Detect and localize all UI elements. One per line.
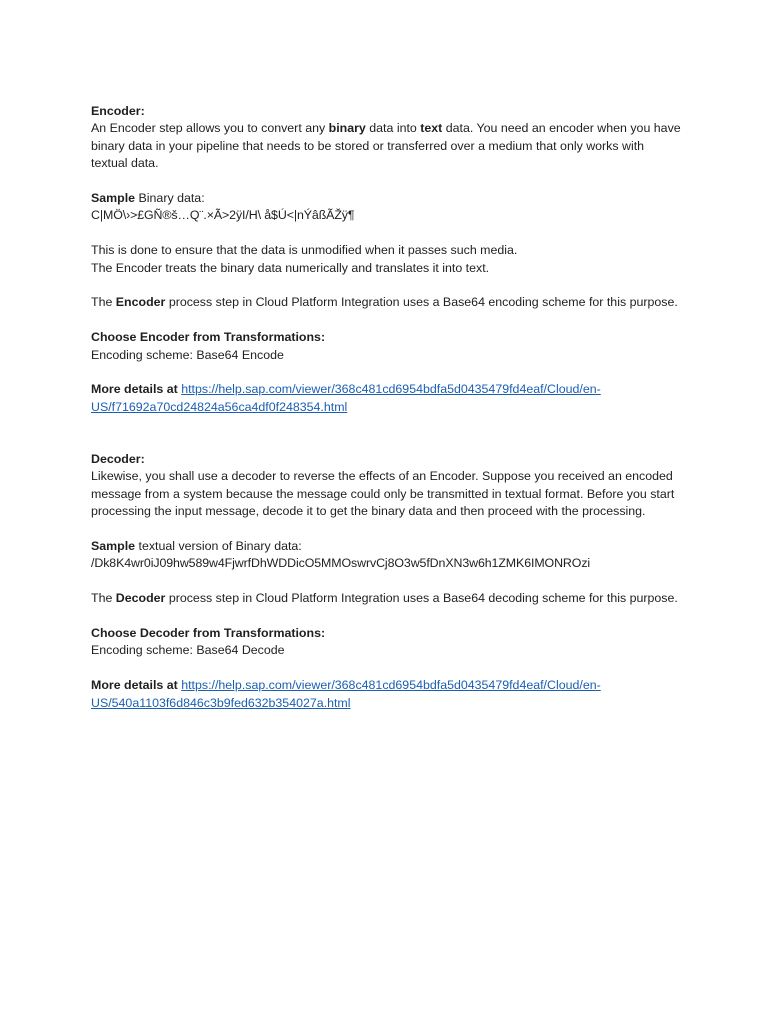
encoder-intro-text: text	[420, 121, 443, 136]
encoder-sample-label-bold: Sample	[91, 191, 136, 206]
decoder-process	[91, 590, 681, 607]
encoder-details-link[interactable]: https://help.sap.com/viewer/368c481cd6954bdfa5d0435479fd4eaf/Cloud/en-US/f71692a70cd24824a56ca4df0f248354.html	[91, 382, 601, 414]
encoder-process-text-1: The	[91, 295, 116, 310]
decoder-heading: Decoder:	[91, 452, 145, 467]
encoder-choose-label: Choose Encoder from Transformations:	[91, 330, 326, 345]
document-body	[91, 103, 681, 729]
encoder-intro-text-2: data into	[365, 121, 421, 136]
decoder-scheme: Encoding scheme: Base64 Decode	[91, 643, 285, 658]
encoder-process-bold: Encoder	[115, 295, 166, 310]
decoder-sample-label-rest: textual version of Binary data:	[135, 539, 302, 554]
encoder-note-line-1: This is done to ensure that the data is unmodified when it passes such media.	[91, 243, 518, 258]
encoder-note-line-2: The Encoder treats the binary data numerically and translates it into text.	[91, 260, 490, 275]
encoder-sample-label-rest: Binary data:	[135, 191, 205, 206]
decoder-sample-label-bold: Sample	[91, 539, 136, 554]
decoder-more-details	[91, 677, 681, 712]
decoder-intro: Likewise, you shall use a decoder to reverse the effects of an Encoder. Suppose you received an encoded message from a system because the message could only be transmitted in textual format. Before you start processing the input message, decode it to get the binary data and then proceed with the processing.	[91, 469, 675, 519]
encoder-intro-binary: binary	[328, 121, 366, 136]
encoder-process-text-2: process step in Cloud Platform Integration uses a Base64 encoding scheme for this purpose.	[165, 295, 678, 310]
encoder-more-label: More details at	[91, 382, 182, 397]
decoder-sample-value: /Dk8K4wr0iJ09hw589w4FjwrfDhWDDicO5MMOswrvCj8O3w5fDnXN3w6h1ZMK6IMONROzi	[91, 556, 591, 571]
encoder-intro	[91, 120, 681, 172]
decoder-more-label: More details at	[91, 678, 182, 693]
encoder-sample-label	[91, 190, 681, 207]
section-spacer	[91, 434, 681, 451]
encoder-heading: Encoder:	[91, 104, 145, 118]
decoder-process-text-1: The	[91, 591, 116, 606]
encoder-sample-value: C|MÖ\›>£GÑ®š…Q¨.×Ã>2ÿI/H\ å$Ú<|nÝâßÃŽÿ¶	[91, 208, 355, 223]
encoder-intro-text-3: data. You need an encoder when you have binary data in your pipeline that needs to be stored or transferred over a medium that only works with textual data.	[91, 121, 681, 171]
encoder-more-details	[91, 381, 681, 416]
encoder-process	[91, 294, 681, 311]
encoder-scheme: Encoding scheme: Base64 Encode	[91, 347, 284, 362]
decoder-sample-label	[91, 538, 681, 555]
decoder-details-link[interactable]: https://help.sap.com/viewer/368c481cd6954bdfa5d0435479fd4eaf/Cloud/en-US/540a1103f6d846c3b9fed632b354027a.html	[91, 678, 601, 710]
decoder-choose-label: Choose Decoder from Transformations:	[91, 626, 326, 641]
encoder-intro-text-1: An Encoder step allows you to convert any	[91, 121, 329, 136]
decoder-process-bold: Decoder	[115, 591, 166, 606]
decoder-process-text-2: process step in Cloud Platform Integration uses a Base64 decoding scheme for this purpose.	[165, 591, 678, 606]
